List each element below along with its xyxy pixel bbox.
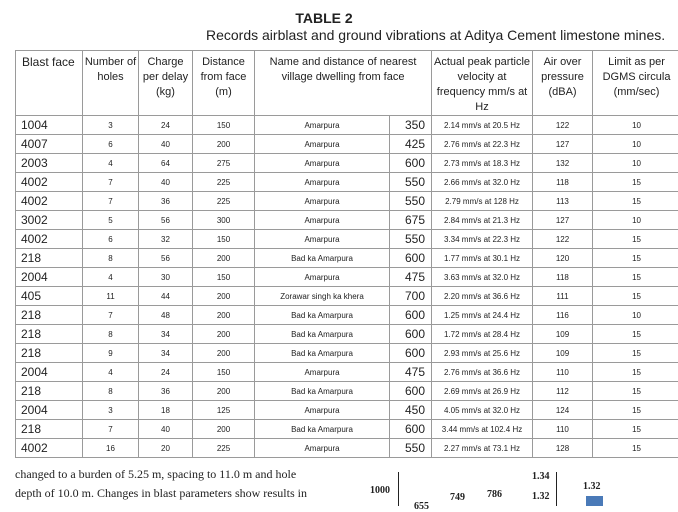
cell-charge-per-delay: 44: [139, 287, 193, 306]
cell-village-name: Bad ka Amarpura: [255, 249, 390, 268]
cell-village-distance: 350: [390, 116, 432, 135]
cell-village-name: Amarpura: [255, 363, 390, 382]
cell-peak-particle-velocity: 2.93 mm/s at 25.6 Hz: [432, 344, 533, 363]
cell-distance-from-face: 225: [193, 439, 255, 458]
cell-blast-face: 218: [16, 382, 83, 401]
table-title: Records airblast and ground vibrations at Aditya Cement limestone mines.: [170, 27, 678, 44]
cell-number-of-holes: 7: [83, 173, 139, 192]
header-nearest-village: Name and distance of nearest village dwelling from face: [255, 51, 432, 116]
cell-dgms-limit: 15: [593, 363, 678, 382]
cell-charge-per-delay: 40: [139, 420, 193, 439]
cell-dgms-limit: 15: [593, 439, 678, 458]
header-dgms-limit: Limit as per DGMS circula (mm/sec): [593, 51, 678, 116]
cell-number-of-holes: 8: [83, 325, 139, 344]
cell-village-distance: 700: [390, 287, 432, 306]
cell-village-distance: 600: [390, 325, 432, 344]
table-row: [16, 306, 678, 325]
cell-village-name: Amarpura: [255, 192, 390, 211]
cell-dgms-limit: 15: [593, 382, 678, 401]
cell-peak-particle-velocity: 1.72 mm/s at 28.4 Hz: [432, 325, 533, 344]
cell-distance-from-face: 200: [193, 382, 255, 401]
cell-village-distance: 450: [390, 401, 432, 420]
cell-distance-from-face: 150: [193, 363, 255, 382]
cell-number-of-holes: 9: [83, 344, 139, 363]
cell-air-over-pressure: 112: [533, 382, 593, 401]
cell-charge-per-delay: 34: [139, 325, 193, 344]
cell-number-of-holes: 6: [83, 135, 139, 154]
cell-village-name: Bad ka Amarpura: [255, 420, 390, 439]
cell-village-distance: 425: [390, 135, 432, 154]
cell-blast-face: 218: [16, 306, 83, 325]
table-row: [16, 420, 678, 439]
cell-charge-per-delay: 56: [139, 249, 193, 268]
cell-village-distance: 600: [390, 420, 432, 439]
cell-village-name: Amarpura: [255, 401, 390, 420]
cell-blast-face: 2004: [16, 401, 83, 420]
table-row: [16, 382, 678, 401]
cell-peak-particle-velocity: 3.44 mm/s at 102.4 Hz: [432, 420, 533, 439]
cell-dgms-limit: 15: [593, 230, 678, 249]
cell-blast-face: 1004: [16, 116, 83, 135]
cell-number-of-holes: 3: [83, 116, 139, 135]
cell-village-distance: 475: [390, 363, 432, 382]
cell-air-over-pressure: 110: [533, 363, 593, 382]
cell-village-distance: 550: [390, 230, 432, 249]
cell-peak-particle-velocity: 2.84 mm/s at 21.3 Hz: [432, 211, 533, 230]
cell-dgms-limit: 15: [593, 420, 678, 439]
table-row: [16, 268, 678, 287]
cell-dgms-limit: 15: [593, 173, 678, 192]
cell-charge-per-delay: 40: [139, 173, 193, 192]
table-row: [16, 230, 678, 249]
cell-blast-face: 4002: [16, 173, 83, 192]
cell-charge-per-delay: 64: [139, 154, 193, 173]
cell-village-name: Amarpura: [255, 211, 390, 230]
cell-village-name: Amarpura: [255, 439, 390, 458]
body-paragraph: [15, 465, 365, 503]
cell-number-of-holes: 5: [83, 211, 139, 230]
cell-village-name: Amarpura: [255, 154, 390, 173]
cell-dgms-limit: 15: [593, 287, 678, 306]
cell-village-name: Amarpura: [255, 268, 390, 287]
cell-village-name: Bad ka Amarpura: [255, 344, 390, 363]
cell-village-distance: 675: [390, 211, 432, 230]
chart-axis-right: [556, 472, 557, 506]
cell-charge-per-delay: 24: [139, 116, 193, 135]
cell-village-distance: 475: [390, 268, 432, 287]
cell-peak-particle-velocity: 2.76 mm/s at 36.6 Hz: [432, 363, 533, 382]
cell-number-of-holes: 16: [83, 439, 139, 458]
chart-data-label: 786: [487, 489, 502, 500]
cell-charge-per-delay: 20: [139, 439, 193, 458]
cell-dgms-limit: 15: [593, 325, 678, 344]
chart-tick-label: 1000: [370, 485, 390, 496]
cell-charge-per-delay: 40: [139, 135, 193, 154]
table-row: [16, 135, 678, 154]
table-body: [16, 116, 678, 458]
cell-village-name: Amarpura: [255, 173, 390, 192]
cell-air-over-pressure: 120: [533, 249, 593, 268]
cell-air-over-pressure: 113: [533, 192, 593, 211]
cell-charge-per-delay: 32: [139, 230, 193, 249]
cell-distance-from-face: 200: [193, 135, 255, 154]
cell-distance-from-face: 200: [193, 287, 255, 306]
cell-blast-face: 2003: [16, 154, 83, 173]
cell-distance-from-face: 200: [193, 420, 255, 439]
cell-peak-particle-velocity: 1.77 mm/s at 30.1 Hz: [432, 249, 533, 268]
cell-village-name: Bad ka Amarpura: [255, 325, 390, 344]
cell-village-name: Amarpura: [255, 135, 390, 154]
cell-air-over-pressure: 109: [533, 344, 593, 363]
header-air-over-pressure: Air over pressure (dBA): [533, 51, 593, 116]
cell-charge-per-delay: 48: [139, 306, 193, 325]
cell-distance-from-face: 200: [193, 306, 255, 325]
cell-blast-face: 4002: [16, 230, 83, 249]
cell-charge-per-delay: 36: [139, 192, 193, 211]
table-row: [16, 211, 678, 230]
cell-village-name: Bad ka Amarpura: [255, 382, 390, 401]
cell-number-of-holes: 8: [83, 249, 139, 268]
cell-charge-per-delay: 24: [139, 363, 193, 382]
cell-distance-from-face: 150: [193, 268, 255, 287]
cell-village-distance: 600: [390, 344, 432, 363]
cell-peak-particle-velocity: 2.66 mm/s at 32.0 Hz: [432, 173, 533, 192]
table-row: [16, 173, 678, 192]
header-distance-from-face: Distance from face (m): [193, 51, 255, 116]
chart-tick-label: 1.34: [532, 471, 550, 482]
cell-peak-particle-velocity: 3.63 mm/s at 32.0 Hz: [432, 268, 533, 287]
cell-charge-per-delay: 56: [139, 211, 193, 230]
cell-dgms-limit: 10: [593, 116, 678, 135]
cell-peak-particle-velocity: 2.14 mm/s at 20.5 Hz: [432, 116, 533, 135]
cell-charge-per-delay: 30: [139, 268, 193, 287]
cell-dgms-limit: 15: [593, 192, 678, 211]
cell-village-name: Amarpura: [255, 230, 390, 249]
header-blast-face: Blast face: [16, 51, 83, 116]
cell-peak-particle-velocity: 1.25 mm/s at 24.4 Hz: [432, 306, 533, 325]
cell-number-of-holes: 11: [83, 287, 139, 306]
table-row: [16, 287, 678, 306]
cell-air-over-pressure: 118: [533, 173, 593, 192]
cell-charge-per-delay: 34: [139, 344, 193, 363]
cell-air-over-pressure: 116: [533, 306, 593, 325]
cell-air-over-pressure: 118: [533, 268, 593, 287]
cell-number-of-holes: 4: [83, 363, 139, 382]
cell-number-of-holes: 4: [83, 268, 139, 287]
cell-distance-from-face: 200: [193, 344, 255, 363]
cell-air-over-pressure: 132: [533, 154, 593, 173]
cell-village-distance: 600: [390, 306, 432, 325]
header-peak-particle-velocity: Actual peak particle velocity at frequency mm/s at Hz: [432, 51, 533, 116]
cell-distance-from-face: 150: [193, 230, 255, 249]
cell-peak-particle-velocity: 2.73 mm/s at 18.3 Hz: [432, 154, 533, 173]
cell-dgms-limit: 10: [593, 135, 678, 154]
cell-air-over-pressure: 111: [533, 287, 593, 306]
table-row: [16, 192, 678, 211]
cropped-chart-fragment: [360, 468, 678, 506]
cell-blast-face: 218: [16, 249, 83, 268]
cell-village-distance: 600: [390, 382, 432, 401]
chart-axis-left: [398, 472, 399, 506]
table-row: [16, 116, 678, 135]
table-row: [16, 363, 678, 382]
paragraph-line: depth of 10.0 m. Changes in blast parameters show results in: [15, 484, 365, 503]
cell-air-over-pressure: 122: [533, 116, 593, 135]
cell-peak-particle-velocity: 4.05 mm/s at 32.0 Hz: [432, 401, 533, 420]
cell-charge-per-delay: 18: [139, 401, 193, 420]
cell-village-name: Bad ka Amarpura: [255, 306, 390, 325]
chart-tick-label: 1.32: [532, 491, 550, 502]
cell-number-of-holes: 7: [83, 192, 139, 211]
cell-air-over-pressure: 109: [533, 325, 593, 344]
cell-blast-face: 4002: [16, 192, 83, 211]
cell-dgms-limit: 15: [593, 344, 678, 363]
table-row: [16, 344, 678, 363]
cell-blast-face: 2004: [16, 268, 83, 287]
cell-dgms-limit: 15: [593, 249, 678, 268]
cell-air-over-pressure: 127: [533, 135, 593, 154]
cell-air-over-pressure: 128: [533, 439, 593, 458]
cell-distance-from-face: 300: [193, 211, 255, 230]
cell-village-distance: 600: [390, 154, 432, 173]
cell-village-name: Amarpura: [255, 116, 390, 135]
cell-peak-particle-velocity: 2.27 mm/s at 73.1 Hz: [432, 439, 533, 458]
cell-air-over-pressure: 127: [533, 211, 593, 230]
cell-village-distance: 550: [390, 192, 432, 211]
cell-peak-particle-velocity: 2.69 mm/s at 26.9 Hz: [432, 382, 533, 401]
cell-dgms-limit: 15: [593, 268, 678, 287]
table-row: [16, 154, 678, 173]
header-charge-per-delay: Charge per delay (kg): [139, 51, 193, 116]
chart-bar: [586, 496, 603, 506]
cell-peak-particle-velocity: 2.76 mm/s at 22.3 Hz: [432, 135, 533, 154]
cell-number-of-holes: 6: [83, 230, 139, 249]
table-row: [16, 249, 678, 268]
cell-air-over-pressure: 124: [533, 401, 593, 420]
cell-distance-from-face: 150: [193, 116, 255, 135]
cell-blast-face: 3002: [16, 211, 83, 230]
table-caption: [0, 10, 678, 44]
cell-number-of-holes: 7: [83, 306, 139, 325]
cell-blast-face: 4002: [16, 439, 83, 458]
table-row: [16, 401, 678, 420]
cell-peak-particle-velocity: 2.79 mm/s at 128 Hz: [432, 192, 533, 211]
table-number: TABLE 2: [0, 10, 678, 27]
cell-number-of-holes: 7: [83, 420, 139, 439]
cell-number-of-holes: 8: [83, 382, 139, 401]
cell-village-distance: 550: [390, 439, 432, 458]
cell-blast-face: 218: [16, 325, 83, 344]
cell-distance-from-face: 275: [193, 154, 255, 173]
cell-blast-face: 218: [16, 344, 83, 363]
cell-blast-face: 4007: [16, 135, 83, 154]
cell-village-distance: 600: [390, 249, 432, 268]
vibration-records-table: [15, 50, 678, 458]
chart-data-label: 749: [450, 492, 465, 503]
cell-number-of-holes: 3: [83, 401, 139, 420]
cell-dgms-limit: 10: [593, 211, 678, 230]
cell-air-over-pressure: 122: [533, 230, 593, 249]
chart-data-label: 655: [414, 501, 429, 512]
table-row: [16, 439, 678, 458]
table-row: [16, 325, 678, 344]
cell-peak-particle-velocity: 3.34 mm/s at 22.3 Hz: [432, 230, 533, 249]
cell-charge-per-delay: 36: [139, 382, 193, 401]
cell-distance-from-face: 200: [193, 249, 255, 268]
paragraph-line: changed to a burden of 5.25 m, spacing to 11.0 m and hole: [15, 465, 365, 484]
cell-air-over-pressure: 110: [533, 420, 593, 439]
header-number-of-holes: Number of holes: [83, 51, 139, 116]
cell-blast-face: 405: [16, 287, 83, 306]
cell-dgms-limit: 10: [593, 154, 678, 173]
cell-distance-from-face: 225: [193, 173, 255, 192]
table-header-row: [16, 51, 678, 116]
cell-blast-face: 2004: [16, 363, 83, 382]
cell-dgms-limit: 10: [593, 306, 678, 325]
cell-peak-particle-velocity: 2.20 mm/s at 36.6 Hz: [432, 287, 533, 306]
cell-distance-from-face: 125: [193, 401, 255, 420]
cell-village-name: Zorawar singh ka khera: [255, 287, 390, 306]
chart-data-label: 1.32: [583, 481, 601, 492]
cell-blast-face: 218: [16, 420, 83, 439]
cell-village-distance: 550: [390, 173, 432, 192]
cell-number-of-holes: 4: [83, 154, 139, 173]
cell-distance-from-face: 200: [193, 325, 255, 344]
cell-dgms-limit: 15: [593, 401, 678, 420]
cell-distance-from-face: 225: [193, 192, 255, 211]
